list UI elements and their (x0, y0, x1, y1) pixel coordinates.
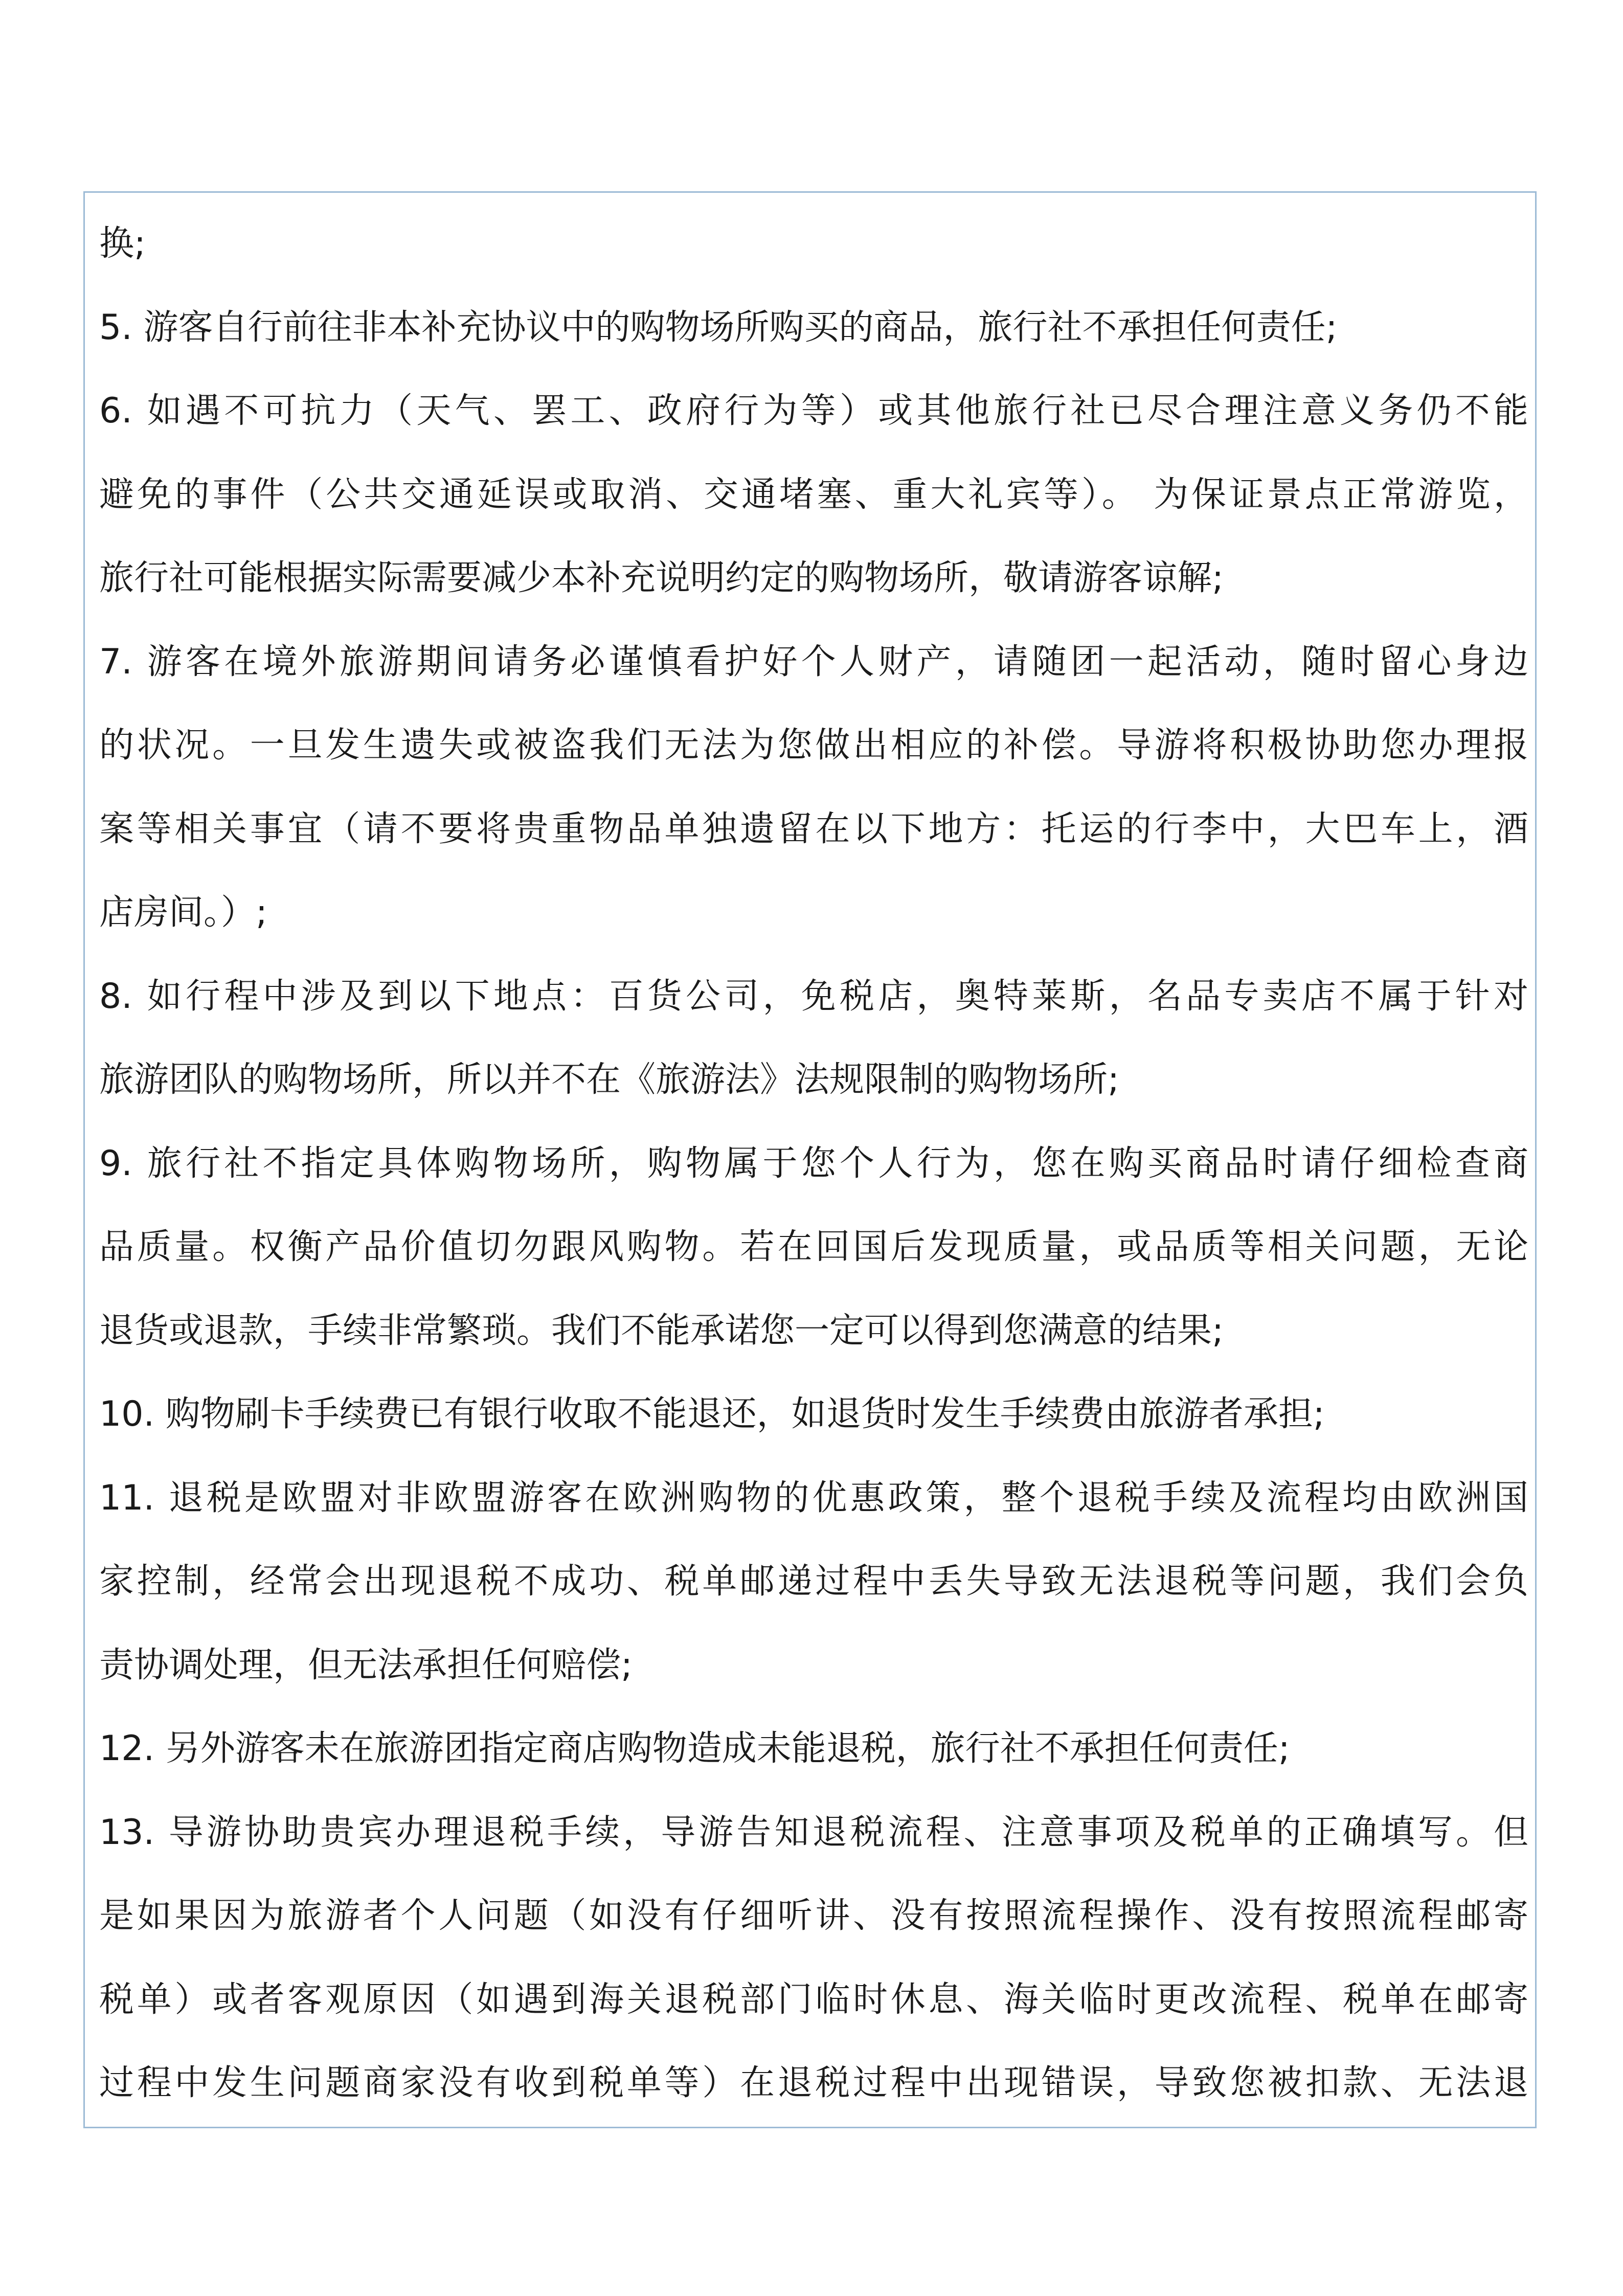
text-line: 6. 如遇不可抗力（天气、罢工、政府行为等）或其他旅行社已尽合理注意义务仍不能 (99, 391, 1528, 431)
text-line: 7. 游客在境外旅游期间请务必谨慎看护好个人财产，请随团一起活动，随时留心身边 (99, 641, 1528, 682)
text-line: 旅游团队的购物场所，所以并不在《旅游法》法规限制的购物场所; (99, 1060, 1119, 1100)
text-line: 的状况。一旦发生遗失或被盗我们无法为您做出相应的补偿。导游将积极协助您办理报 (99, 725, 1528, 766)
text-line: 换; (99, 223, 146, 264)
text-line: 10. 购物刷卡手续费已有银行收取不能退还，如退货时发生手续费由旅游者承担; (99, 1394, 1325, 1434)
text-line: 避免的事件（公共交通延误或取消、交通堵塞、重大礼宾等）。 为保证景点正常游览， (99, 474, 1528, 515)
text-line: 税单）或者客观原因（如遇到海关退税部门临时休息、海关临时更改流程、税单在邮寄 (99, 1979, 1528, 2020)
text-frame (83, 191, 1537, 2128)
text-line: 8. 如行程中涉及到以下地点：百货公司，免税店，奥特莱斯，名品专卖店不属于针对 (99, 976, 1528, 1017)
text-line: 案等相关事宜（请不要将贵重物品单独遗留在以下地方：托运的行李中，大巴车上，酒 (99, 808, 1528, 849)
text-line: 责协调处理，但无法承担任何赔偿; (99, 1645, 633, 1685)
text-line: 9. 旅行社不指定具体购物场所，购物属于您个人行为，您在购买商品时请仔细检查商 (99, 1143, 1528, 1184)
text-line: 退货或退款，手续非常繁琐。我们不能承诺您一定可以得到您满意的结果; (99, 1310, 1224, 1351)
text-line: 是如果因为旅游者个人问题（如没有仔细听讲、没有按照流程操作、没有按照流程邮寄 (99, 1896, 1528, 1936)
text-line: 13. 导游协助贵宾办理退税手续，导游告知退税流程、注意事项及税单的正确填写。但 (99, 1812, 1528, 1853)
text-line: 12. 另外游客未在旅游团指定商店购物造成未能退税，旅行社不承担任何责任; (99, 1728, 1290, 1769)
document-body (99, 202, 1528, 2125)
text-line: 过程中发生问题商家没有收到税单等）在退税过程中出现错误，导致您被扣款、无法退 (99, 2063, 1528, 2103)
text-line: 5. 游客自行前往非本补充协议中的购物场所购买的商品，旅行社不承担任何责任; (99, 307, 1338, 348)
text-line: 旅行社可能根据实际需要减少本补充说明约定的购物场所，敬请游客谅解; (99, 558, 1224, 598)
text-line: 11. 退税是欧盟对非欧盟游客在欧洲购物的优惠政策，整个退税手续及流程均由欧洲国 (99, 1477, 1528, 1518)
text-line: 品质量。权衡产品价值切勿跟风购物。若在回国后发现质量，或品质等相关问题，无论 (99, 1227, 1528, 1267)
text-line: 店房间。）; (99, 892, 267, 933)
text-line: 家控制，经常会出现退税不成功、税单邮递过程中丢失导致无法退税等问题，我们会负 (99, 1561, 1528, 1602)
